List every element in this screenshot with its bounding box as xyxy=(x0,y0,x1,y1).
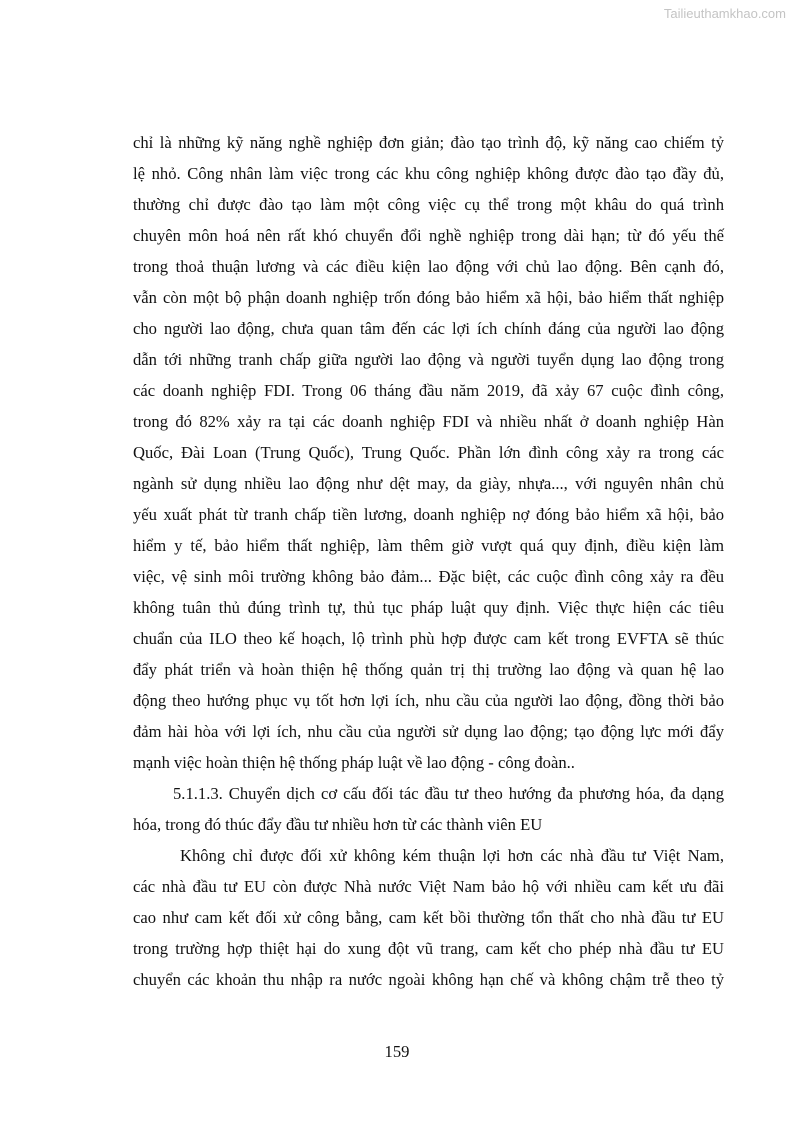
text-line: các doanh nghiệp FDI. Trong 06 tháng đầu năm 2019, đã xảy 67 cuộc đình công, xyxy=(133,381,724,400)
text-line: đẩy phát triển và hoàn thiện hệ thống quản trị thị trường lao động và quan hệ lao xyxy=(133,660,724,679)
text-line: các nhà đầu tư EU còn được Nhà nước Việt Nam bảo hộ với nhiều cam kết ưu đãi xyxy=(133,877,724,896)
paragraph-investors xyxy=(133,840,724,995)
heading-line: 5.1.1.3. Chuyển dịch cơ cấu đối tác đầu tư theo hướng đa phương hóa, đa dạng xyxy=(173,784,724,803)
text-line: chuyển các khoản thu nhập ra nước ngoài không hạn chế và không chậm trễ theo tỷ xyxy=(133,970,724,989)
page-body xyxy=(133,127,724,995)
text-line: dẫn tới những tranh chấp giữa người lao động và người tuyển dụng lao động trong xyxy=(133,350,724,369)
text-line: chỉ là những kỹ năng nghề nghiệp đơn giản; đào tạo trình độ, kỹ năng cao chiếm tỷ xyxy=(133,133,724,152)
text-line: trong đó 82% xảy ra tại các doanh nghiệp FDI và nhiều nhất ở doanh nghiệp Hàn xyxy=(133,412,724,431)
text-line: lệ nhỏ. Công nhân làm việc trong các khu công nghiệp không được đào tạo đầy đủ, xyxy=(133,164,724,183)
text-line: Không chỉ được đối xử không kém thuận lợi hơn các nhà đầu tư Việt Nam, xyxy=(180,846,724,865)
text-line: thường chỉ được đào tạo làm một công việc cụ thể trong một khâu do quá trình xyxy=(133,195,724,214)
text-line: việc, vệ sinh môi trường không bảo đảm... Đặc biệt, các cuộc đình công xảy ra đều xyxy=(133,567,724,586)
text-line: trong thoả thuận lương và các điều kiện lao động với chủ lao động. Bên cạnh đó, xyxy=(133,257,724,276)
text-line: mạnh việc hoàn thiện hệ thống pháp luật về lao động - công đoàn.. xyxy=(133,753,575,772)
text-line: hiểm y tế, bảo hiểm thất nghiệp, làm thêm giờ vượt quá quy định, điều kiện làm xyxy=(133,536,724,555)
text-line: trong trường hợp thiệt hại do xung đột vũ trang, cam kết cho phép nhà đầu tư EU xyxy=(133,939,724,958)
text-line: cho người lao động, chưa quan tâm đến các lợi ích chính đáng của người lao động xyxy=(133,319,724,338)
section-heading xyxy=(133,778,724,840)
text-line: yếu xuất phát từ tranh chấp tiền lương, doanh nghiệp nợ đóng bảo hiểm xã hội, bảo xyxy=(133,505,724,524)
watermark: Tailieuthamkhao.com xyxy=(663,6,786,21)
text-line: đảm hài hòa với lợi ích, nhu cầu của người sử dụng lao động; tạo động lực mới đẩy xyxy=(133,722,724,741)
text-line: vẫn còn một bộ phận doanh nghiệp trốn đóng bảo hiểm xã hội, bảo hiểm thất nghiệp xyxy=(133,288,724,307)
text-line: chuẩn của ILO theo kế hoạch, lộ trình phù hợp được cam kết trong EVFTA sẽ thúc xyxy=(133,629,724,648)
text-line: ngành sử dụng nhiều lao động như dệt may, da giày, nhựa..., với nguyên nhân chủ xyxy=(133,474,724,493)
text-line: chuyên môn hoá nên rất khó chuyển đổi nghề nghiệp trong dài hạn; từ đó yếu thế xyxy=(133,226,724,245)
text-line: cao như cam kết đối xử công bằng, cam kết bồi thường tổn thất cho nhà đầu tư EU xyxy=(133,908,724,927)
page-number: 159 xyxy=(384,1042,410,1061)
text-line: không tuân thủ đúng trình tự, thủ tục pháp luật quy định. Việc thực hiện các tiêu xyxy=(133,598,724,617)
text-line: động theo hướng phục vụ tốt hơn lợi ích, nhu cầu của người lao động, đồng thời bảo xyxy=(133,691,724,710)
paragraph-labor xyxy=(133,127,724,778)
heading-line: hóa, trong đó thúc đẩy đầu tư nhiều hơn từ các thành viên EU xyxy=(133,815,543,834)
text-line: Quốc, Đài Loan (Trung Quốc), Trung Quốc. Phần lớn đình công xảy ra trong các xyxy=(133,443,724,462)
